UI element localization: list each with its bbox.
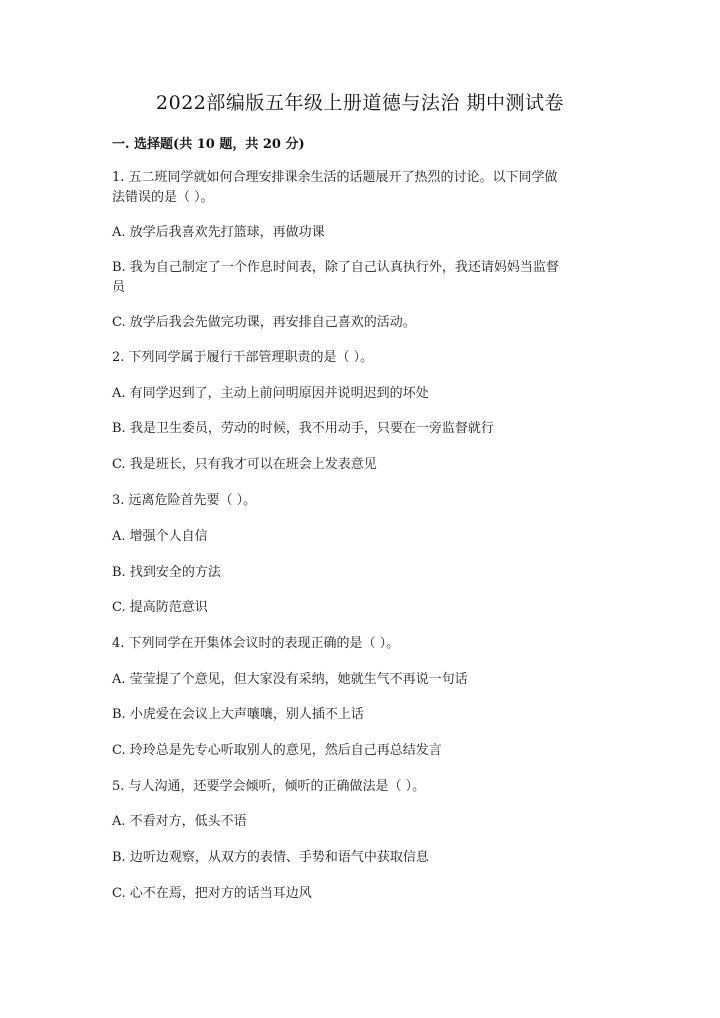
question-2-option-a: A. 有同学迟到了，主动上前问明原因并说明迟到的坏处 — [112, 386, 429, 401]
question-1-stem-line-1: 1. 五二班同学就如何合理安排课余生活的话题展开了热烈的讨论。以下同学做 — [112, 170, 558, 185]
question-3-option-b: B. 找到安全的方法 — [112, 565, 221, 580]
question-5-option-b: B. 边听边观察，从双方的表情、手势和语气中获取信息 — [112, 850, 429, 865]
question-3-stem: 3. 远离危险首先要（ ）。 — [112, 493, 257, 508]
page-title: 2022部编版五年级上册道德与法治 期中测试卷 — [156, 92, 564, 114]
question-4-stem: 4. 下列同学在开集体会议时的表现正确的是（ ）。 — [112, 636, 400, 651]
question-1-option-a: A. 放学后我喜欢先打篮球，再做功课 — [112, 225, 325, 240]
question-3-option-a: A. 增强个人自信 — [112, 529, 208, 544]
question-1-option-b-cont: 员 — [112, 280, 126, 295]
question-4-option-b: B. 小虎爱在会议上大声嚷嚷，别人插不上话 — [112, 707, 364, 722]
question-2-option-c: C. 我是班长，只有我才可以在班会上发表意见 — [112, 457, 377, 472]
question-5-stem: 5. 与人沟通，还要学会倾听，倾听的正确做法是（ ）。 — [112, 779, 426, 794]
question-2-stem: 2. 下列同学属于履行干部管理职责的是（ ）。 — [112, 350, 374, 365]
question-3-option-c: C. 提高防范意识 — [112, 600, 208, 615]
section-heading: 一. 选择题(共 10 题，共 20 分) — [112, 137, 305, 152]
question-5-option-a: A. 不看对方，低头不语 — [112, 814, 247, 829]
question-4-option-a: A. 莹莹提了个意见，但大家没有采纳，她就生气不再说一句话 — [112, 672, 468, 687]
question-1-stem-line-2: 法错误的是（ ）。 — [112, 190, 214, 205]
question-2-option-b: B. 我是卫生委员，劳动的时候，我不用动手，只要在一旁监督就行 — [112, 421, 494, 436]
question-1-option-c: C. 放学后我会先做完功课，再安排自己喜欢的活动。 — [112, 315, 416, 330]
question-5-option-c: C. 心不在焉，把对方的话当耳边风 — [112, 886, 312, 901]
question-4-option-c: C. 玲玲总是先专心听取别人的意见，然后自己再总结发言 — [112, 743, 442, 758]
question-1-option-b: B. 我为自己制定了一个作息时间表，除了自己认真执行外，我还请妈妈当监督 — [112, 260, 559, 275]
